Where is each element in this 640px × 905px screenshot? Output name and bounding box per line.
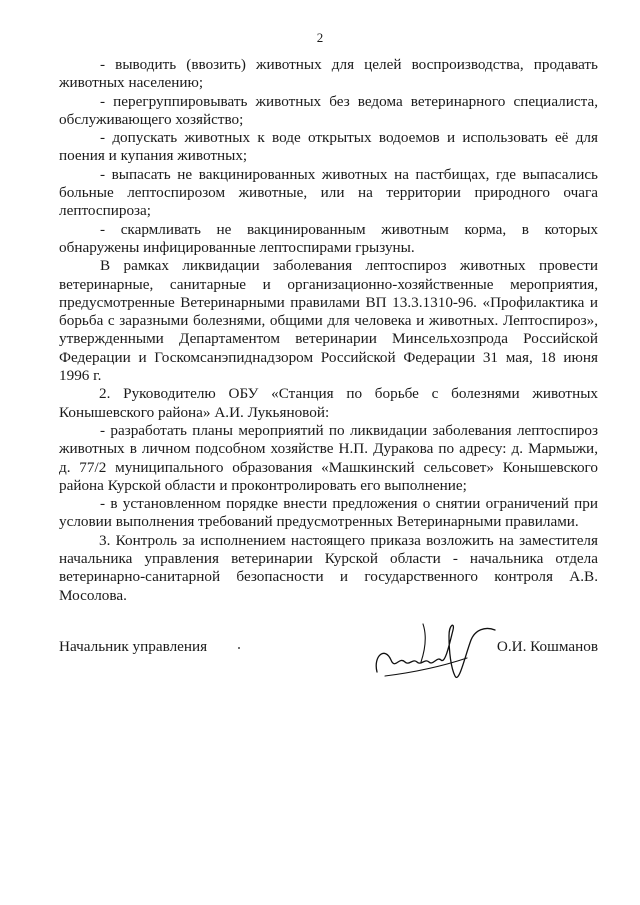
page-number: 2 <box>316 30 324 45</box>
paragraph-ban-feeding: - скармливать не вакцинированным животным корма, в которых обнаружены инфицированные лептоспирами грызуны. <box>59 220 598 256</box>
paragraph-ban-regroup: - перегруппировывать животных без ведома ветеринарного специалиста, обслуживающего хозяйство; <box>59 92 598 128</box>
paragraph-ban-open-water: - допускать животных к воде открытых водоемов и использовать её для поения и купания животных; <box>59 129 598 165</box>
paragraph-item-3: 3. Контроль за исполнением настоящего приказа возложить на заместителя начальника управления ветеринарии Курской области - начальника отдела ветеринарно-санитарной безопасности и государственного контроля А.В. Мосолова. <box>59 531 598 604</box>
signatory-name: О.И. Кошманов <box>496 638 598 655</box>
signature-block <box>59 636 598 696</box>
paragraph-ban-export: - выводить (ввозить) животных для целей воспроизводства, продавать животных населению; <box>59 56 598 92</box>
document-body <box>59 56 598 605</box>
handwritten-signature <box>371 616 501 688</box>
paragraph-measures: В рамках ликвидации заболевания лептоспироз животных провести ветеринарные, санитарные и организационно-хозяйственные мероприятия, предусмотренные Ветеринарными правилами ВП 13.3.1310-96. «Профилактика и борьба с заразными болезнями, общими для человека и животных. Лептоспироз», утвержденными Департаментом ветеринарии Минсельхозпрода Российской Федерации и Госкомсанэпиднадзором Российской Федерации 31 мая, 18 июня 1996 г. <box>59 257 598 385</box>
signatory-title: Начальник управления <box>59 638 208 655</box>
paragraph-lift-restrictions: - в установленном порядке внести предложения о снятии ограничений при условии выполнения требований предусмотренных Ветеринарными правилами. <box>59 495 598 531</box>
paragraph-item-2: 2. Руководителю ОБУ «Станция по борьбе с болезнями животных Конышевского района» А.И. Лукьяновой: <box>59 385 598 421</box>
paragraph-develop-plans: - разработать планы мероприятий по ликвидации заболевания лептоспироз животных в личном подсобном хозяйстве Н.П. Дуракова по адресу: д. Мармыжи, д. 77/2 муниципального образования «Машкинский сельсовет» Конышевского района Курской области и проконтролировать его выполнение; <box>59 421 598 494</box>
paragraph-ban-grazing: - выпасать не вакцинированных животных на пастбищах, где выпасались больные лептоспирозом животные, или на территории природного очага лептоспироза; <box>59 165 598 220</box>
